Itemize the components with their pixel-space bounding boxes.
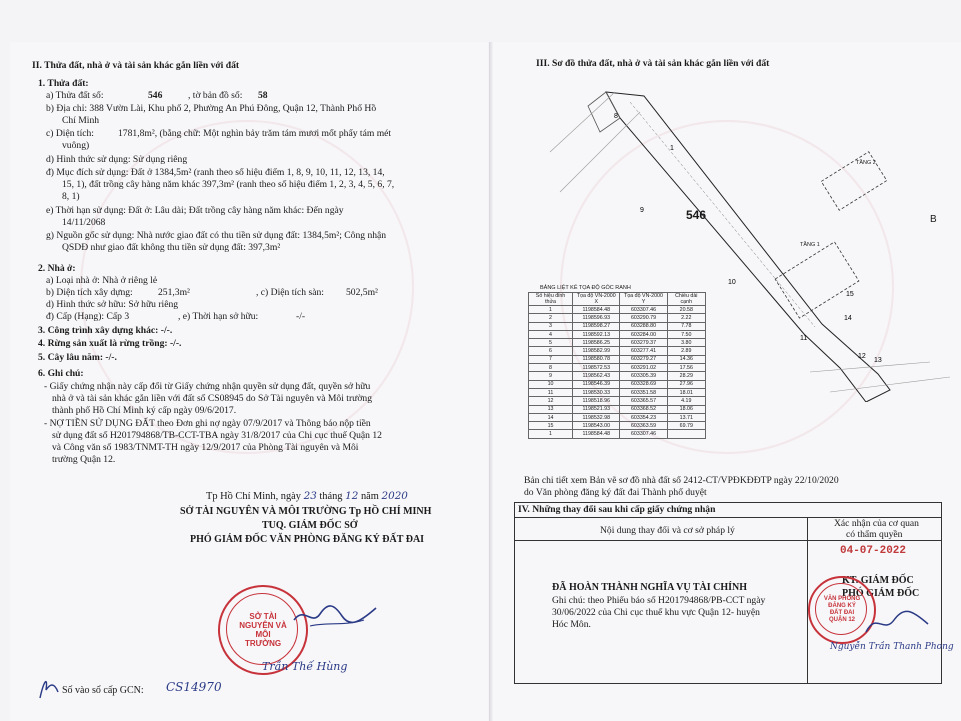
- coords-header-row: [529, 293, 706, 306]
- floor-area-label: , c) Diện tích sàn:: [256, 287, 324, 298]
- coords-header: Tọa độ VN-2000 Y: [620, 293, 667, 306]
- address-line2: Chí Minh: [62, 115, 100, 126]
- coords-cell: 603328.69: [620, 380, 667, 388]
- issue-date: Tp Hồ Chí Minh, ngày 23 tháng 12 năm 2020: [206, 490, 408, 502]
- ownership-form: d) Hình thức sở hữu: Sở hữu riêng: [46, 299, 179, 310]
- coords-row: [529, 380, 706, 388]
- coords-cell: 1198518.96: [573, 397, 620, 405]
- coords-cell: 3: [529, 322, 573, 330]
- coords-cell: 603284.00: [620, 330, 667, 338]
- coords-cell: 603307.46: [620, 430, 667, 438]
- section-2-title: II. Thửa đất, nhà ở và tài sản khác gắn liền với đất: [32, 60, 240, 71]
- coords-cell: 603351.58: [620, 388, 667, 396]
- coords-header: Số hiệu đỉnh thửa: [529, 293, 573, 306]
- coords-cell: 1198572.53: [573, 364, 620, 372]
- approver-line1: KT. GIÁM ĐỐC: [842, 575, 914, 586]
- house-heading: 2. Nhà ở:: [38, 263, 76, 274]
- change-note-line3: Hóc Môn.: [552, 619, 591, 630]
- coords-cell: 603307.46: [620, 306, 667, 314]
- map-sheet-label: , tờ bản đồ số:: [188, 90, 243, 101]
- coords-cell: 3.80: [667, 339, 705, 347]
- coords-cell: 1198546.39: [573, 380, 620, 388]
- coords-cell: 1198532.98: [573, 413, 620, 421]
- coords-row: [529, 314, 706, 322]
- svg-text:12: 12: [858, 353, 866, 360]
- coords-row: [529, 339, 706, 347]
- coords-cell: 603279.37: [620, 339, 667, 347]
- note2-line2: sử dụng đất số H201794868/TB-CCT-TBA ngày 31/8/2017 của Chi cục thuế Quận 12: [52, 430, 382, 441]
- map-sheet-number: 58: [258, 90, 268, 101]
- note2-line3: và Công văn số 1983/TNMT-TH ngày 12/9/2017 của Phòng Tài nguyên và Môi: [52, 442, 359, 453]
- coords-row: [529, 347, 706, 355]
- floor-area: 502,5m²: [346, 287, 378, 298]
- coords-row: [529, 388, 706, 396]
- coords-cell: 1: [529, 306, 573, 314]
- coords-cell: 1: [529, 430, 573, 438]
- authority-line2: TUQ. GIÁM ĐỐC SỞ: [262, 520, 358, 531]
- coords-cell: 1198582.99: [573, 347, 620, 355]
- svg-text:1: 1: [670, 145, 674, 152]
- coords-cell: 17.56: [667, 364, 705, 372]
- coords-cell: 7.50: [667, 330, 705, 338]
- coords-cell: 18.01: [667, 388, 705, 396]
- land-heading: 1. Thửa đất:: [38, 78, 89, 89]
- coords-header: Chiều dài cạnh: [667, 293, 705, 306]
- coords-cell: 1198586.25: [573, 339, 620, 347]
- area-label: c) Diện tích:: [46, 128, 94, 139]
- issue-month: 12: [345, 490, 359, 502]
- coords-row: [529, 322, 706, 330]
- coords-cell: 6: [529, 347, 573, 355]
- authority-line1: SỞ TÀI NGUYÊN VÀ MÔI TRƯỜNG Tp HỒ CHÍ MINH: [180, 506, 432, 517]
- coords-cell: 1198584.48: [573, 430, 620, 438]
- area-line2: vuông): [62, 140, 90, 151]
- coords-cell: 13.71: [667, 413, 705, 421]
- purpose-line1: đ) Mục đích sử dụng: Đất ở 1384,5m² (ranh theo số hiệu điểm 1, 8, 9, 10, 11, 12, 13, 14,: [46, 167, 385, 178]
- other-construction: 3. Công trình xây dựng khác: -/-.: [38, 325, 173, 336]
- changes-col2-header-line1: Xác nhận của cơ quan: [834, 518, 919, 529]
- note1-line1: - Giấy chứng nhận này cấp đổi từ Giấy chứng nhận quyền sử dụng đất, quyền sở hữu: [44, 381, 371, 392]
- house-type: a) Loại nhà ở: Nhà ở riêng lẻ: [46, 275, 158, 286]
- change-confirm-date: 04-07-2022: [840, 545, 907, 557]
- use-form: d) Hình thức sử dụng: Sử dụng riêng: [46, 154, 188, 165]
- coords-cell: 1198592.13: [573, 330, 620, 338]
- floor1-label: TẦNG 1: [800, 242, 820, 248]
- changes-title: IV. Những thay đổi sau khi cấp giấy chứng nhận: [518, 504, 716, 515]
- coords-cell: 1198521.93: [573, 405, 620, 413]
- coords-cell: 4: [529, 330, 573, 338]
- term-line1: e) Thời hạn sử dụng: Đất ở: Lâu dài; Đất trồng cây hàng năm khác: Đến ngày: [46, 205, 344, 216]
- detail-line2: do Văn phòng đăng ký đất đai Thành phố duyệt: [524, 487, 707, 498]
- coords-row: [529, 355, 706, 363]
- coords-cell: 14: [529, 413, 573, 421]
- parcel-number-label: a) Thửa đất số:: [46, 90, 104, 101]
- coords-cell: 603305.39: [620, 372, 667, 380]
- coords-cell: 603277.41: [620, 347, 667, 355]
- coords-cell: 1198530.33: [573, 388, 620, 396]
- house-grade: đ) Cấp (Hạng): Cấp 3: [46, 311, 130, 322]
- coords-cell: 15: [529, 422, 573, 430]
- coords-table-title: BẢNG LIỆT KÊ TỌA ĐỘ GÓC RANH: [540, 285, 631, 291]
- changes-col2-header-line2: có thẩm quyền: [846, 529, 903, 540]
- planted-forest: 4. Rừng sản xuất là rừng trồng: -/-.: [38, 338, 182, 349]
- svg-text:10: 10: [728, 279, 736, 286]
- svg-text:9: 9: [640, 207, 644, 214]
- signature-left: [290, 596, 380, 636]
- note2-line1: - NỢ TIỀN SỬ DỤNG ĐẤT theo Đơn ghi nợ ngày 07/9/2017 và Thông báo nộp tiền: [44, 418, 371, 429]
- ownership-term: -/-: [296, 311, 306, 322]
- signature-right: [862, 606, 932, 640]
- coords-cell: 2.22: [667, 314, 705, 322]
- gcn-number: CS14970: [166, 680, 222, 694]
- issue-day: 23: [303, 490, 317, 502]
- coords-cell: 1198584.48: [573, 306, 620, 314]
- change-note-line1: Ghi chú: theo Phiếu báo số H201794868/PB-CCT ngày: [552, 595, 766, 606]
- svg-text:11: 11: [800, 335, 808, 342]
- origin-line1: g) Nguồn gốc sử dụng: Nhà nước giao đất có thu tiền sử dụng đất: 1384,5m²; Công nhận: [46, 230, 387, 241]
- page-fold: [489, 42, 493, 721]
- svg-text:14: 14: [844, 315, 852, 322]
- detail-line1: Bản chi tiết xem Bản vẽ sơ đồ nhà đất số 2412-CT/VPĐKĐĐTP ngày 22/10/2020: [524, 475, 839, 486]
- change-title: ĐÃ HOÀN THÀNH NGHĨA VỤ TÀI CHÍNH: [552, 582, 748, 593]
- issue-year: 2020: [381, 490, 408, 502]
- coords-cell: 13: [529, 405, 573, 413]
- purpose-line3: 8, 1): [62, 191, 80, 202]
- coords-cell: 603279.27: [620, 355, 667, 363]
- ownership-term-label: , e) Thời hạn sở hữu:: [178, 311, 259, 322]
- coords-cell: 18.06: [667, 405, 705, 413]
- coords-cell: 603368.52: [620, 405, 667, 413]
- notes-heading: 6. Ghi chú:: [38, 368, 84, 379]
- parcel-number: 546: [148, 90, 163, 101]
- coords-cell: 9: [529, 372, 573, 380]
- coords-cell: 1198543.00: [573, 422, 620, 430]
- coords-row: [529, 430, 706, 438]
- coords-cell: 11: [529, 388, 573, 396]
- coords-row: [529, 306, 706, 314]
- coords-row: [529, 372, 706, 380]
- coords-row: [529, 364, 706, 372]
- coords-cell: 2: [529, 314, 573, 322]
- section-3-title: III. Sơ đồ thửa đất, nhà ở và tài sản khác gắn liền với đất: [536, 58, 770, 69]
- address-line1: b) Địa chỉ: 388 Vườn Lài, Khu phố 2, Phường An Phú Đông, Quận 12, Thành Phố Hồ: [46, 103, 377, 114]
- purpose-line2: 15, 1), đất trồng cây hàng năm khác 397,3m² (ranh theo số hiệu điểm 1, 2, 3, 4, 5, 6, 7,: [62, 179, 395, 190]
- svg-text:15: 15: [846, 291, 854, 298]
- coords-row: [529, 413, 706, 421]
- coords-cell: 14.36: [667, 355, 705, 363]
- change-note-line2: 30/06/2022 của Chi cục thuế khu vực Quận 12- huyện: [552, 607, 760, 618]
- signer-name-left: Trần Thế Hùng: [262, 660, 348, 673]
- note1-line2: nhà ở và tài sản khác gắn liền với đất số CS08945 do Sở Tài nguyên và Môi trường: [52, 393, 373, 404]
- perennial-trees: 5. Cây lâu năm: -/-.: [38, 352, 117, 363]
- coords-cell: 7.78: [667, 322, 705, 330]
- coords-row: [529, 330, 706, 338]
- area-line1: 1781,8m², (bằng chữ: Một nghìn bảy trăm tám mươi mốt phẩy tám mét: [118, 128, 392, 139]
- coords-cell: 27.96: [667, 380, 705, 388]
- initial-mark: [34, 672, 64, 702]
- gcn-label: Số vào sổ cấp GCN:: [62, 685, 144, 696]
- parcel-number-diagram: 546: [686, 208, 707, 222]
- term-line2: 14/11/2068: [62, 217, 106, 228]
- svg-text:13: 13: [874, 357, 882, 364]
- coords-row: [529, 405, 706, 413]
- coords-cell: 12: [529, 397, 573, 405]
- built-area-label: b) Diện tích xây dựng:: [46, 287, 133, 298]
- side-letter: B: [930, 214, 937, 225]
- coords-cell: 8: [529, 364, 573, 372]
- changes-col1-header: Nội dung thay đổi và cơ sở pháp lý: [600, 525, 735, 536]
- coords-row: [529, 422, 706, 430]
- coords-cell: 20.58: [667, 306, 705, 314]
- coords-cell: 1198598.27: [573, 322, 620, 330]
- note1-line3: thành phố Hồ Chí Minh ký cấp ngày 09/6/2017.: [52, 405, 237, 416]
- approver-signer-name: Nguyễn Trần Thanh Phong: [830, 642, 954, 652]
- coords-cell: 5: [529, 339, 573, 347]
- floor2-label: TẦNG 2: [856, 160, 876, 166]
- coords-cell: 10: [529, 380, 573, 388]
- coords-row: [529, 397, 706, 405]
- approver-line2: PHÓ GIÁM ĐỐC: [842, 588, 920, 599]
- coords-cell: 603363.59: [620, 422, 667, 430]
- coords-cell: 4.19: [667, 397, 705, 405]
- coords-cell: [667, 430, 705, 438]
- coords-cell: 1198562.43: [573, 372, 620, 380]
- coords-cell: 2.89: [667, 347, 705, 355]
- coords-cell: 1198580.78: [573, 355, 620, 363]
- svg-text:8: 8: [614, 113, 618, 120]
- official-seal-left: SỞ TÀI NGUYÊN VÀ MÔI TRƯỜNG: [218, 585, 308, 675]
- coords-cell: 1198596.93: [573, 314, 620, 322]
- coords-cell: 603288.80: [620, 322, 667, 330]
- origin-line2: QSDĐ như giao đất không thu tiền sử dụng đất: 397,3m²: [62, 242, 281, 253]
- coords-table: [528, 292, 706, 439]
- note2-line4: trường Quận 12.: [52, 454, 116, 465]
- coords-cell: 603291.02: [620, 364, 667, 372]
- coords-cell: 603290.79: [620, 314, 667, 322]
- built-area: 251,3m²: [158, 287, 190, 298]
- coords-cell: 603354.23: [620, 413, 667, 421]
- coords-cell: 7: [529, 355, 573, 363]
- authority-line3: PHÓ GIÁM ĐỐC VĂN PHÒNG ĐĂNG KÝ ĐẤT ĐAI: [190, 534, 425, 545]
- coords-cell: 69.79: [667, 422, 705, 430]
- coords-cell: 28.29: [667, 372, 705, 380]
- coords-header: Tọa độ VN-2000 X: [573, 293, 620, 306]
- coords-cell: 603365.57: [620, 397, 667, 405]
- official-seal-right: VĂN PHÒNG ĐĂNG KÝ ĐẤT ĐAI QUẬN 12: [808, 576, 876, 644]
